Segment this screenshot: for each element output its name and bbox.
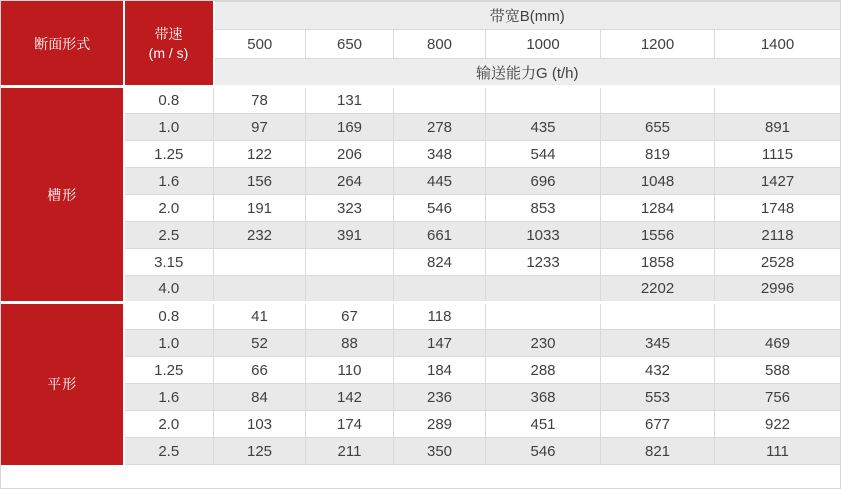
- section-label: 平形: [2, 303, 124, 465]
- value-cell: 546: [486, 438, 601, 465]
- value-cell: 110: [306, 357, 394, 384]
- value-cell: 122: [214, 141, 306, 168]
- value-cell: 922: [715, 411, 841, 438]
- width-col-header: 800: [394, 30, 486, 59]
- value-cell: 174: [306, 411, 394, 438]
- value-cell: 232: [214, 222, 306, 249]
- speed-header-line1: 带速: [154, 25, 183, 42]
- value-cell: 184: [394, 357, 486, 384]
- speed-cell: 2.0: [124, 195, 214, 222]
- value-cell: 469: [715, 330, 841, 357]
- value-cell: [394, 276, 486, 303]
- value-cell: 288: [486, 357, 601, 384]
- value-cell: 2118: [715, 222, 841, 249]
- value-cell: [715, 303, 841, 330]
- table-row: [2, 222, 841, 249]
- bandwidth-header-cell: 带宽B(mm): [214, 2, 841, 30]
- speed-cell: 1.6: [124, 168, 214, 195]
- value-cell: 756: [715, 384, 841, 411]
- speed-cell: 0.8: [124, 87, 214, 114]
- table-row: [2, 411, 841, 438]
- value-cell: [601, 87, 715, 114]
- belt-capacity-table: [1, 1, 841, 465]
- speed-cell: 0.8: [124, 303, 214, 330]
- value-cell: 1556: [601, 222, 715, 249]
- table-row: [2, 87, 841, 114]
- table-section-0: [2, 87, 841, 303]
- value-cell: 677: [601, 411, 715, 438]
- value-cell: 125: [214, 438, 306, 465]
- value-cell: 1048: [601, 168, 715, 195]
- value-cell: [601, 303, 715, 330]
- speed-cell: 2.0: [124, 411, 214, 438]
- value-cell: 451: [486, 411, 601, 438]
- speed-cell: 1.0: [124, 330, 214, 357]
- value-cell: 1284: [601, 195, 715, 222]
- value-cell: 156: [214, 168, 306, 195]
- value-cell: [214, 249, 306, 276]
- speed-cell: 1.6: [124, 384, 214, 411]
- value-cell: [486, 276, 601, 303]
- table-row: [2, 384, 841, 411]
- value-cell: 1033: [486, 222, 601, 249]
- header-row-bandwidth: [2, 2, 841, 30]
- value-cell: [394, 87, 486, 114]
- value-cell: 52: [214, 330, 306, 357]
- table-row: [2, 303, 841, 330]
- speed-cell: 1.0: [124, 114, 214, 141]
- speed-cell: 1.25: [124, 141, 214, 168]
- value-cell: 103: [214, 411, 306, 438]
- table-row: [2, 357, 841, 384]
- value-cell: 211: [306, 438, 394, 465]
- value-cell: 142: [306, 384, 394, 411]
- section-label: 槽形: [2, 87, 124, 303]
- table-row: [2, 249, 841, 276]
- value-cell: 264: [306, 168, 394, 195]
- value-cell: 544: [486, 141, 601, 168]
- table-row: [2, 168, 841, 195]
- speed-header-line2: (m / s): [148, 44, 189, 61]
- value-cell: 345: [601, 330, 715, 357]
- table-row: [2, 195, 841, 222]
- table-row: [2, 438, 841, 465]
- value-cell: 41: [214, 303, 306, 330]
- value-cell: 289: [394, 411, 486, 438]
- value-cell: 1858: [601, 249, 715, 276]
- value-cell: 819: [601, 141, 715, 168]
- capacity-header-cell: 输送能力G (t/h): [214, 59, 841, 87]
- value-cell: 111: [715, 438, 841, 465]
- value-cell: [214, 276, 306, 303]
- value-cell: [486, 303, 601, 330]
- value-cell: 1233: [486, 249, 601, 276]
- value-cell: 821: [601, 438, 715, 465]
- value-cell: 84: [214, 384, 306, 411]
- value-cell: 432: [601, 357, 715, 384]
- value-cell: 853: [486, 195, 601, 222]
- table-row: [2, 276, 841, 303]
- value-cell: 131: [306, 87, 394, 114]
- width-col-header: 500: [214, 30, 306, 59]
- value-cell: 696: [486, 168, 601, 195]
- value-cell: 824: [394, 249, 486, 276]
- value-cell: 546: [394, 195, 486, 222]
- value-cell: 655: [601, 114, 715, 141]
- speed-cell: 3.15: [124, 249, 214, 276]
- value-cell: 67: [306, 303, 394, 330]
- table-row: [2, 330, 841, 357]
- value-cell: 350: [394, 438, 486, 465]
- value-cell: 1427: [715, 168, 841, 195]
- speed-cell: 2.5: [124, 438, 214, 465]
- value-cell: 1115: [715, 141, 841, 168]
- value-cell: 278: [394, 114, 486, 141]
- table-section-1: [2, 303, 841, 465]
- table-row: [2, 114, 841, 141]
- value-cell: 2202: [601, 276, 715, 303]
- value-cell: 88: [306, 330, 394, 357]
- value-cell: 66: [214, 357, 306, 384]
- value-cell: 2528: [715, 249, 841, 276]
- width-col-header: 1400: [715, 30, 841, 59]
- width-col-header: 650: [306, 30, 394, 59]
- value-cell: 368: [486, 384, 601, 411]
- value-cell: 118: [394, 303, 486, 330]
- table-header: [2, 2, 841, 87]
- value-cell: 206: [306, 141, 394, 168]
- speed-cell: 1.25: [124, 357, 214, 384]
- value-cell: 1748: [715, 195, 841, 222]
- value-cell: 435: [486, 114, 601, 141]
- speed-cell: 4.0: [124, 276, 214, 303]
- value-cell: [306, 249, 394, 276]
- width-col-header: 1000: [486, 30, 601, 59]
- value-cell: 891: [715, 114, 841, 141]
- value-cell: 236: [394, 384, 486, 411]
- value-cell: 147: [394, 330, 486, 357]
- value-cell: 2996: [715, 276, 841, 303]
- value-cell: 169: [306, 114, 394, 141]
- value-cell: 97: [214, 114, 306, 141]
- value-cell: [715, 87, 841, 114]
- value-cell: 553: [601, 384, 715, 411]
- speed-header-cell: [124, 2, 214, 87]
- width-col-header: 1200: [601, 30, 715, 59]
- value-cell: [486, 87, 601, 114]
- value-cell: 661: [394, 222, 486, 249]
- value-cell: 323: [306, 195, 394, 222]
- value-cell: 445: [394, 168, 486, 195]
- table-row: [2, 141, 841, 168]
- value-cell: [306, 276, 394, 303]
- value-cell: 191: [214, 195, 306, 222]
- value-cell: 391: [306, 222, 394, 249]
- speed-cell: 2.5: [124, 222, 214, 249]
- value-cell: 230: [486, 330, 601, 357]
- value-cell: 588: [715, 357, 841, 384]
- corner-header-cell: 断面形式: [2, 2, 124, 87]
- value-cell: 78: [214, 87, 306, 114]
- value-cell: 348: [394, 141, 486, 168]
